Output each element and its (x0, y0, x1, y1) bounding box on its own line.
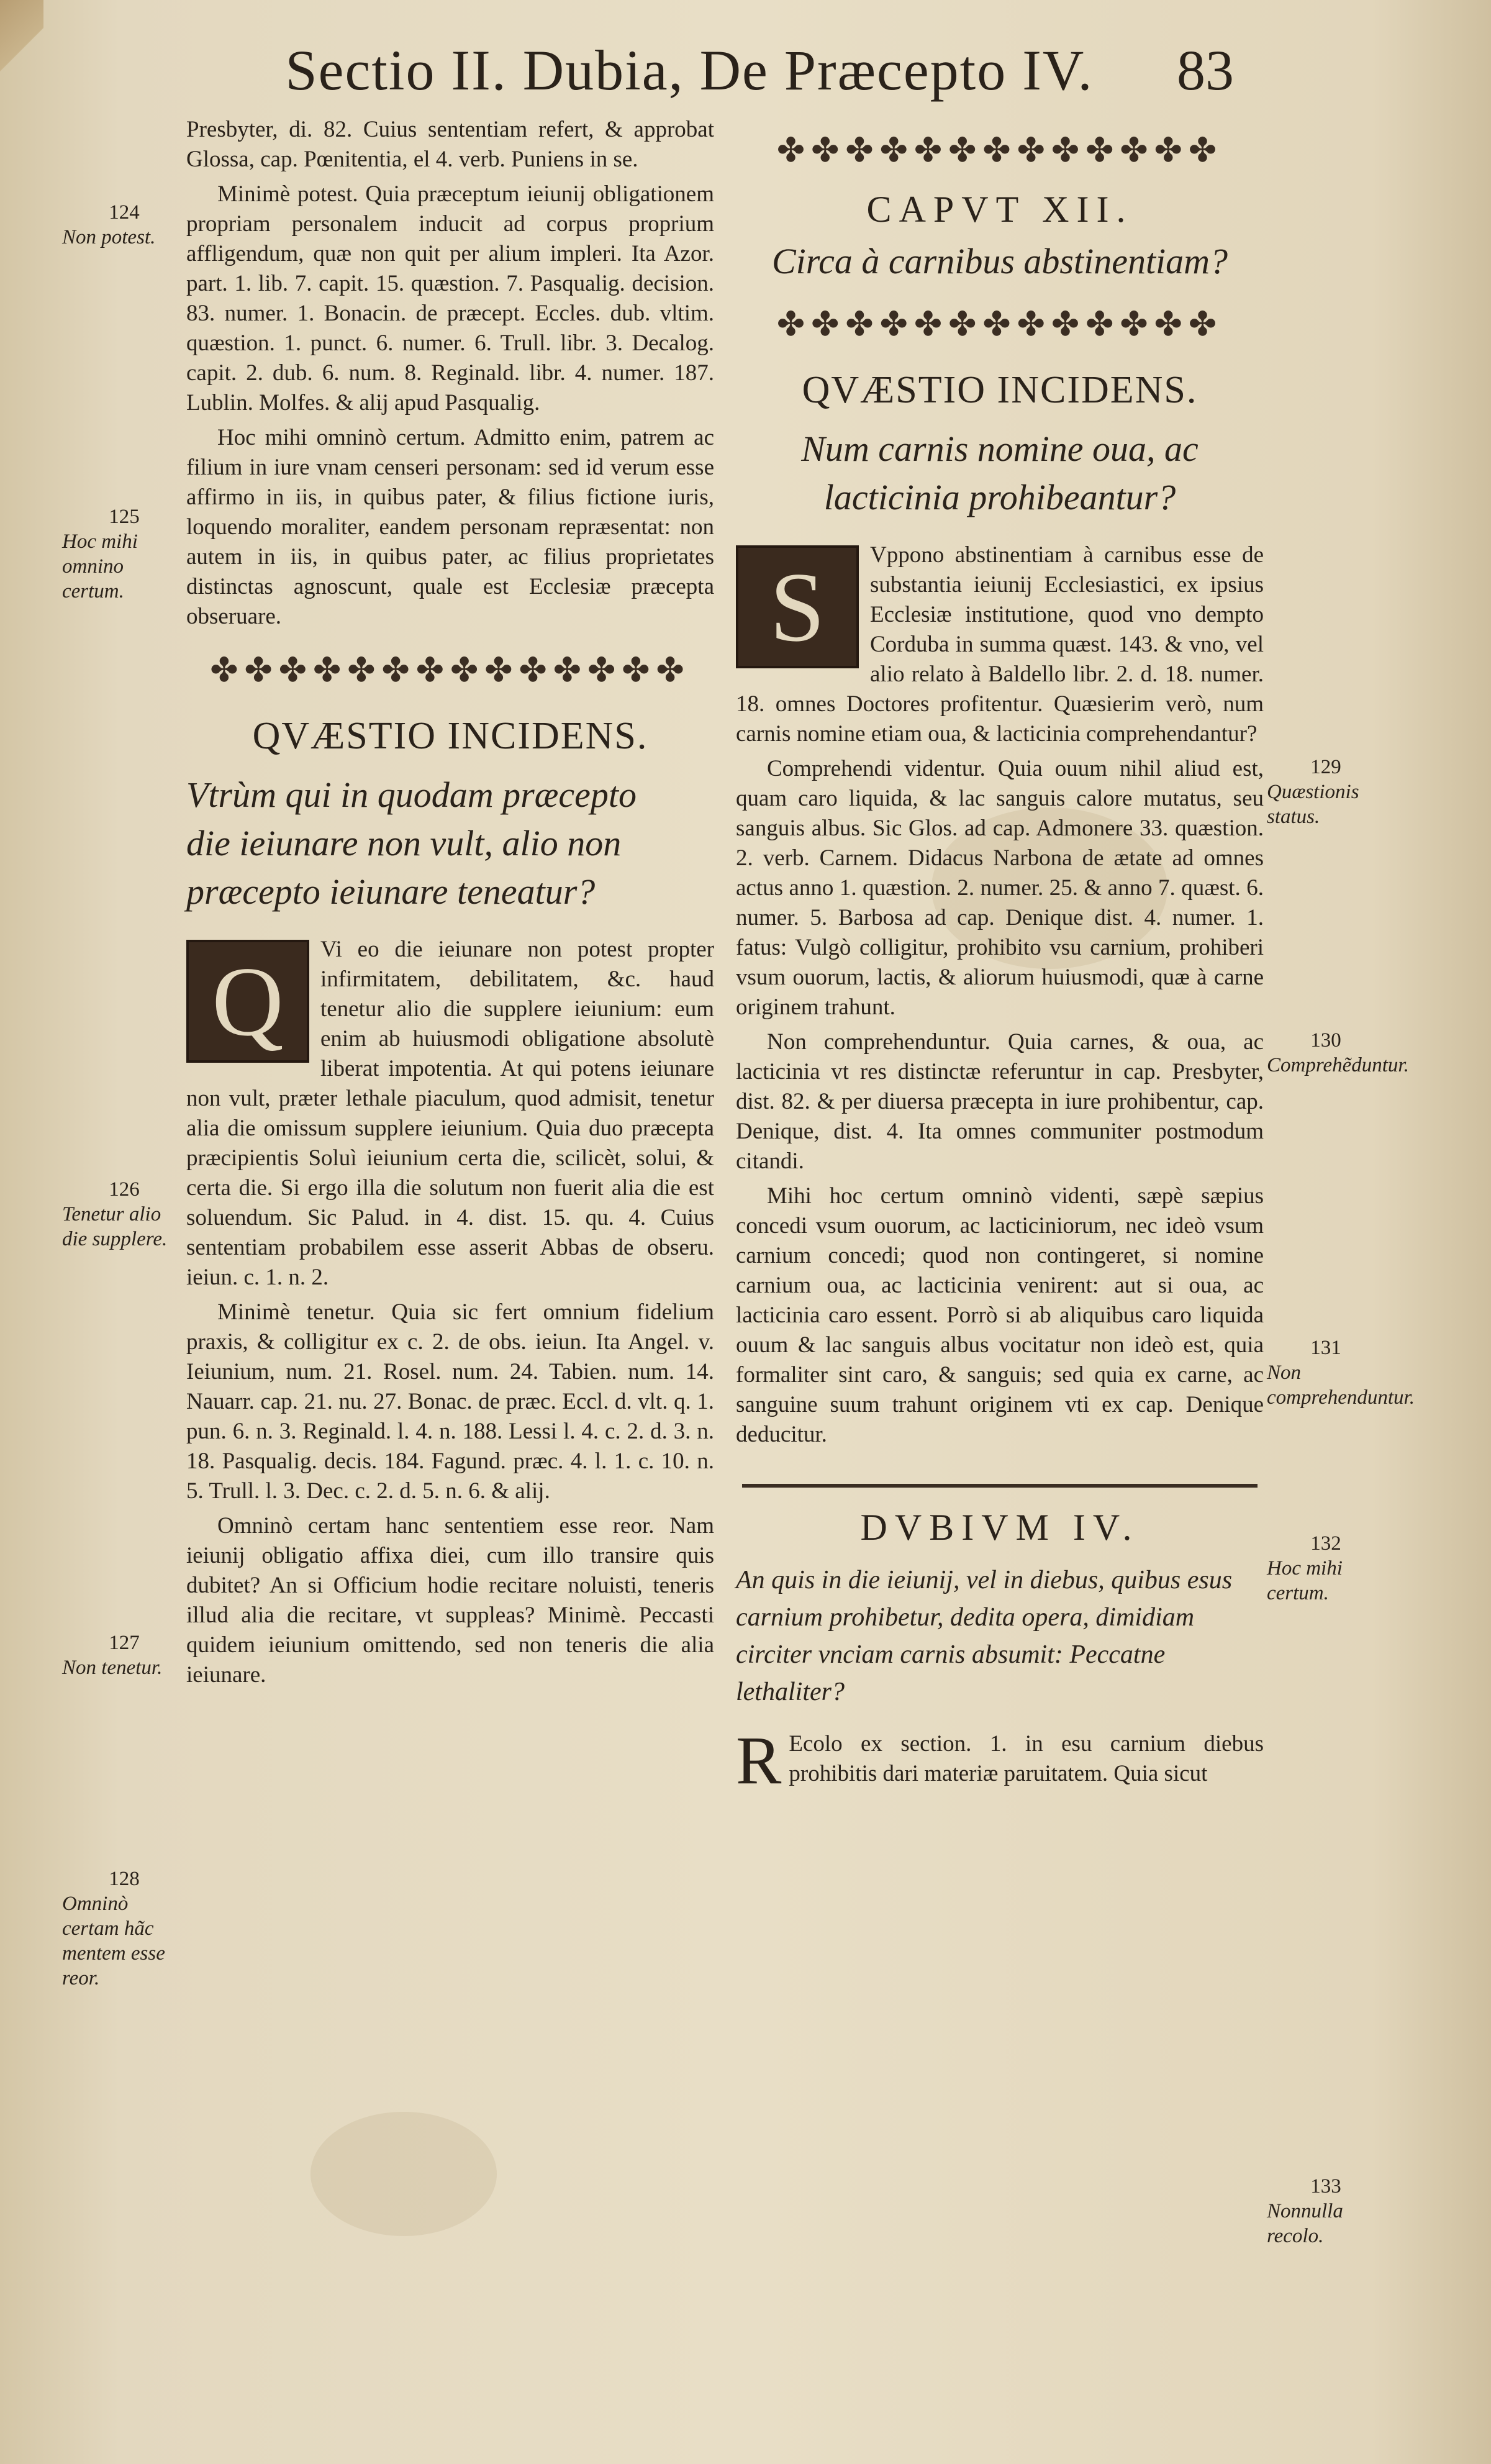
margin-note (1267, 2174, 1385, 2248)
note-text: Hoc mihi certum. (1267, 1557, 1343, 1604)
note-number: 133 (1310, 2175, 1341, 2198)
paragraph (736, 1722, 1264, 1798)
note-number: 128 (109, 1868, 140, 1890)
note-number: 129 (1310, 756, 1341, 778)
chapter-title: Circa à carnibus abstinentiam? (771, 241, 1228, 281)
margin-note (62, 200, 186, 250)
note-text: Nonnulla recolo. (1267, 2200, 1343, 2247)
margin-note (1267, 755, 1385, 829)
margin-note (62, 504, 186, 604)
note-number: 131 (1310, 1337, 1341, 1359)
dubium-heading: DVBIVM IV. (860, 1507, 1140, 1548)
note-text: Non potest. (62, 226, 156, 248)
note-number: 125 (109, 506, 140, 528)
note-text: Non comprehenduntur. (1267, 1362, 1415, 1409)
ornament-band: ✤✤✤✤✤✤✤✤✤✤✤✤✤ (776, 306, 1223, 343)
paragraph: Minimè potest. Quia præceptum ieiunij obligationem propriam personalem inducit ad corpus proprium affligendum, quæ non quit per alium impleri. Ita Azor. part. 1. lib. 7. capit. 15. quæstion. 7. Pasqualig. decision. 83. numer. 1. Bonacin. de præcept. Eccles. dub. vltim. quæstion. 1. punct. 6. numer. 6. Trull. libr. 3. Decalog. capit. 2. dub. 6. num. 8. Reginald. libr. 4. numer. 187. Lublin. Molfes. & alij apud Pasqualig. (186, 181, 714, 416)
note-number: 132 (1310, 1532, 1341, 1555)
note-text: Non tenetur. (62, 1657, 163, 1679)
ornament-band: ✤✤✤✤✤✤✤✤✤✤✤✤✤✤ (210, 652, 691, 689)
left-column (186, 115, 714, 1695)
page-number: 83 (1177, 39, 1234, 102)
paragraph-text: Vppono abstinentiam à carnibus esse de substantia ieiunij Ecclesiastici, ex ipsius Ecclesiæ institutione, quod vno dempto Corduba in summa quæst. 143. & vno, vel alio relato à Baldello libr. 2. d. 18. numer. 18. omnes Doctores profitentur. Quæsierim verò, num carnis nomine etiam oua, & lacticinia comprehendantur? (736, 542, 1264, 747)
question-heading: QVÆSTIO INCIDENS. (802, 369, 1198, 411)
paragraph: Comprehendi videntur. Quia ouum nihil aliud est, quam caro liquida, & lac sanguis calore mutatus, seu sanguis albus. Sic Glos. ad cap. Admonere 33. quæstion. 2. verb. Carnem. Didacus Narbona de ætate ad omnes actus anno 1. quæstion. 2. numer. 25. & anno 7. quæst. 6. numer. 5. Barbosa ad cap. Denique dist. 4. numer. 1. fatus: Vulgò colligitur, prohibito vsu carnium, prohiberi vsum ouorum, lactis, & aliorum huiusmodi, quæ à carne originem trahunt. (736, 756, 1264, 1020)
paragraph-text: Ecolo ex section. 1. in esu carnium diebus prohibitis dari materiæ paruitatem. Quia sicut (789, 1731, 1264, 1786)
paragraph-text: Vi eo die ieiunare non potest propter infirmitatem, debilitatem, &c. haud tenetur alio die supplere ieiunium: eum enim ab huiusmodi obligatione absolutè liberat impotentia. At qui potens ieiunare non vult, præter lethale piaculum, quod admisit, tenetur alia die omissum supplere ieiunium. Quia duo præcepta præcipientis Soluì ieiunium certa die, scilicèt, solui, & certa die. Si ergo illa die solutum non fuerit alia die est soluendum. Sic Palud. in 4. dist. 15. qu. 4. Cuius sententiam probabilem esse asserit Abbas de obseru. ieiun. c. 1. n. 2. (186, 937, 714, 1290)
paragraph: Omninò certam hanc sententiem esse reor. Nam ieiunij obligatio affixa diei, cum illo transire quis dubitet? An si Officium hodie recitare noluisti, teneris illud alia die recitare, vt suppleas? Minimè. Peccasti quidem ieiunium omittendo, sed non teneris die alia ieiunare. (186, 1513, 714, 1688)
paragraph (186, 935, 714, 1293)
question-title: Num carnis nomine oua, ac lacticinia prohibeantur? (801, 429, 1199, 517)
chapter-heading: CAPVT XII. (866, 189, 1133, 230)
note-number: 127 (109, 1632, 140, 1654)
note-number: 130 (1310, 1029, 1341, 1052)
note-number: 126 (109, 1178, 140, 1201)
right-column (736, 130, 1264, 1798)
paragraph: Mihi hoc certum omninò videnti, sæpè sæpius concedi vsum ouorum, ac lacticiniorum, nec ideò vsum carnium concedi; quod non contingeret, si nomine carnium oua, ac lacticinia venirent: aut si oua, ac lacticinia caro essent. Porrò si ab aliquibus caro liquida ouum & lac sanguis albus vocitatur non ideò est, quia formaliter sint caro, & sanguis; sed quia ex carne, ac sanguine suum trahunt originem vti ex cap. Denique deducitur. (736, 1183, 1264, 1447)
margin-note (1267, 1531, 1385, 1606)
paragraph (736, 540, 1264, 749)
dubium-title: An quis in die ieiunij, vel in diebus, quibus esus carnium prohibetur, dedita opera, dimidiam circiter vnciam carnis absumit: Peccatne lethaliter? (736, 1566, 1233, 1706)
margin-note (62, 1177, 186, 1252)
note-number: 124 (109, 201, 140, 224)
margin-note (1267, 1335, 1415, 1410)
paragraph: Non comprehenduntur. Quia carnes, & oua, ac lacticinia vt res distinctæ referuntur in cap. Presbyter, dist. 82. & per diuersa præcepta in iure prohibentur, cap. Denique, dist. 4. Ita omnes communiter postmodum citandi. (736, 1029, 1264, 1174)
paragraph: Minimè tenetur. Quia sic fert omnium fidelium praxis, & colligitur ex c. 2. de obs. ieiun. Ita Angel. v. Ieiunium, num. 21. Rosel. num. 24. Tabien. num. 14. Nauarr. cap. 21. nu. 27. Bonac. de præc. Eccl. d. vlt. q. 1. pun. 6. n. 3. Reginald. l. 4. n. 188. Lessi l. 4. c. 2. d. 3. n. 18. Pasqualig. decis. 184. Fagund. præc. 4. l. 1. c. 10. n. 5. Trull. l. 3. Dec. c. 2. d. 5. n. 6. & alij. (186, 1299, 714, 1504)
margin-note (62, 1866, 186, 1991)
note-text: Quæstionis status. (1267, 781, 1359, 828)
divider-rule (742, 1484, 1258, 1488)
note-text: Omninò certam hãc mentem esse reor. (62, 1893, 165, 1989)
margin-note (62, 1630, 186, 1680)
paragraph: Presbyter, di. 82. Cuius sententiam refert, & approbat Glossa, cap. Pœnitentia, el 4. verb. Puniens in se. (186, 117, 714, 172)
initial-letter: R (736, 1722, 782, 1798)
ornament-band: ✤✤✤✤✤✤✤✤✤✤✤✤✤ (776, 132, 1223, 169)
margin-note (1267, 1028, 1409, 1078)
note-text: Tenetur alio die supplere. (62, 1203, 168, 1250)
decorated-initial: Q (186, 940, 309, 1063)
page-header (0, 37, 1491, 112)
note-text: Comprehẽduntur. (1267, 1054, 1409, 1076)
paragraph: Hoc mihi omninò certum. Admitto enim, patrem ac filium in iure vnam censeri personam: sed id verum esse affirmo in iis, in quibus pater, & filius fictione iuris, loquendo moraliter, eandem personam repræsentat: non autem in iis, in quibus pater, ac filius proprietates distinctas agnoscunt, quale est Ecclesiæ præcepta obseruare. (186, 425, 714, 629)
note-text: Hoc mihi omnino certum. (62, 530, 138, 602)
running-head: Sectio II. Dubia, De Præcepto IV. (285, 39, 1094, 102)
paper-stain (310, 2112, 497, 2236)
decorated-initial: S (736, 545, 859, 668)
question-heading: QVÆSTIO INCIDENS. (252, 715, 648, 757)
question-title: Vtrùm qui in quodam præcepto die ieiunare non vult, alio non præcepto ieiunare teneatur? (186, 775, 637, 912)
